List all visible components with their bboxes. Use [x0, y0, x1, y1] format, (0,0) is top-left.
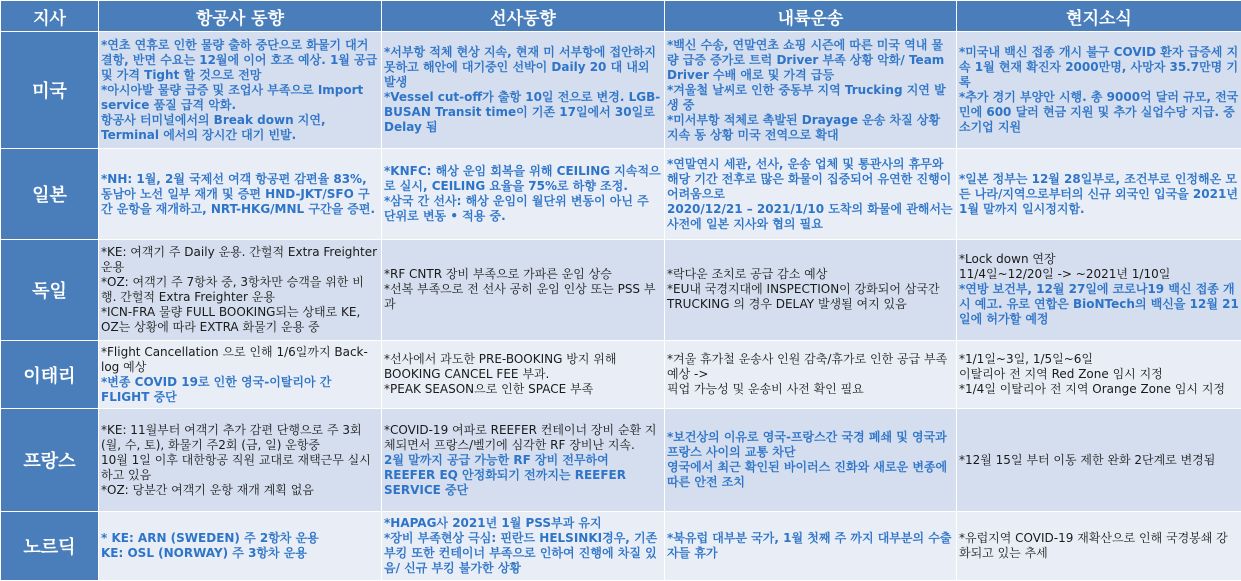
- cell-text-line: 이탈리아 전 지역 Red Zone 임시 지정: [959, 367, 1163, 382]
- cell-text-line: *추가 경기 부양안 시행. 총 9000억 달러 규모, 전국민에 600 달러 현금 지원 및 추가 실업수당 지급. 중소기업 지원: [959, 90, 1239, 135]
- cell-text-line: *OZ: 여객기 주 7항차 중, 3항차만 승객을 위한 비행. 간헐적 Extra Freighter 운용: [101, 274, 364, 304]
- cell-shipping-trends: [382, 512, 665, 581]
- cell-text-line: *미국내 백신 접종 개시 불구 COVID 환자 급증세 지속 1월 현재 확진자 2000만명, 사망자 35.7만명 기록: [959, 45, 1239, 90]
- cell-airline-trends: [99, 239, 382, 340]
- cell-text-line: *변종 COVID 19로 인한 영국-이탈리아 간 FLIGHT 중단: [101, 374, 332, 404]
- cell-text-line: *12월 15일 부터 이동 제한 완화 2단계로 변경됨: [959, 452, 1216, 467]
- cell-text-line: *연초 연휴로 인한 물량 출하 중단으로 화물기 대거 결항, 반면 수요는 12월에 이어 호조 예상. 1월 공급 및 가격 Tight 할 것으로 전망: [101, 37, 378, 82]
- header-local-news: 현지소식: [957, 1, 1241, 32]
- cell-text-line: *미서부항 적체로 촉발된 Drayage 운송 차질 상황 지속 동 상황 미국 전역으로 확대: [667, 112, 941, 142]
- cell-text-line: *일본 정부는 12월 28일부로, 조건부로 인정해온 모든 나라/지역으로부터의 신규 외국인 입국을 2021년 1월 말까지 일시정지함.: [959, 171, 1238, 216]
- cell-text-line: *백신 수송, 연말연초 쇼핑 시즌에 따른 미국 역내 물량 급증 증가로 트럭 Driver 부족 상황 악화/ Team Driver 수배 애로 및 가격 급등: [667, 37, 945, 82]
- cell-text-line: 영국에서 최근 확인된 바이러스 진화와 새로운 변종에 따른 안전 조치: [667, 460, 948, 490]
- table-row: [1, 32, 1241, 149]
- cell-local-news: [957, 409, 1241, 512]
- cell-text-line: *연말연시 세관, 선사, 운송 업체 및 통관사의 휴무와 해당 기간 전후로 많은 화물이 집중되어 유연한 진행이 어려움으로: [667, 156, 952, 201]
- cell-text-line: 픽업 가능성 및 운송비 사전 확인 필요: [667, 382, 864, 397]
- cell-text-line: *1/4일 이탈리아 전 지역 Orange Zone 임시 지정: [959, 382, 1226, 397]
- cell-text-line: *Lock down 연장: [959, 252, 1056, 267]
- header-inland-transport: 내륙운송: [665, 1, 957, 32]
- header-row: [1, 1, 1241, 32]
- table-row: [1, 340, 1241, 409]
- cell-airline-trends: [99, 409, 382, 512]
- cell-local-news: [957, 239, 1241, 340]
- table-row: [1, 149, 1241, 239]
- cell-text-line: *유럽지역 COVID-19 재확산으로 인해 국경봉쇄 강화되고 있는 추세: [959, 531, 1228, 561]
- cell-text-line: *KE: 여객기 주 Daily 운용. 간헐적 Extra Freighter 운용: [101, 244, 378, 274]
- cell-text-line: *COVID-19 여파로 REEFER 컨테이너 장비 순환 지체되면서 프랑스/벨기에 심각한 RF 장비난 지속.: [384, 422, 657, 452]
- cell-text-line: *락다운 조치로 공급 감소 예상: [667, 267, 828, 282]
- cell-text-line: *KE: 11월부터 여객기 추가 감편 단행으로 주 3회 (월, 수, 토), 화물기 주2회 (금, 일) 운항중: [101, 422, 362, 452]
- cell-text-line: *Vessel cut-off가 출항 10일 전으로 변경. LGB-BUSAN Transit time이 기존 17일에서 30일로 Delay 됨: [384, 90, 661, 135]
- cell-text-line: *선복 부족으로 전 선사 공히 운임 인상 또는 PSS 부과: [384, 282, 656, 312]
- cell-text-line: *겨울 휴가철 운송사 인원 감축/휴가로 인한 공급 부족 예상 ->: [667, 352, 948, 382]
- cell-text-line: 항공사 터미널에서의 Break down 지연, Terminal 에서의 장시간 대기 빈발.: [101, 112, 326, 142]
- cell-text-line: * KE: ARN (SWEDEN) 주 2항차 운용: [101, 531, 319, 546]
- cell-text-line: 2월 말까지 공급 가능한 RF 장비 전무하여 REEFER EQ 안정화되기 전까지는 REEFER SERVICE 중단: [384, 452, 626, 497]
- cell-shipping-trends: [382, 340, 665, 409]
- cell-airline-trends: [99, 149, 382, 239]
- cell-text-line: *ICN-FRA 물량 FULL BOOKING되는 상태로 KE, OZ는 상황에 따라 EXTRA 화물기 운용 중: [101, 304, 361, 334]
- header-airline-trends: 항공사 동향: [99, 1, 382, 32]
- cell-inland-transport: [665, 149, 957, 239]
- cell-local-news: [957, 512, 1241, 581]
- table-row: [1, 239, 1241, 340]
- branch-name: 프랑스: [1, 409, 99, 512]
- cell-text-line: *장비 부족현상 극심: 핀란드 HELSINKI경우, 기존 부킹 또한 컨테이너 부족으로 인하여 진행에 차질 있음/ 신규 부킹 불가한 상황: [384, 531, 658, 576]
- cell-inland-transport: [665, 32, 957, 149]
- cell-text-line: *HAPAG사 2021년 1월 PSS부과 유지: [384, 516, 602, 531]
- branch-name: 일본: [1, 149, 99, 239]
- cell-text-line: *삼국 간 선사: 해상 운임이 월단위 변동이 아닌 주 단위로 변동 • 적용 중.: [384, 194, 649, 224]
- cell-text-line: 11/4일~12/20일 -> ~2021년 1/10일: [959, 267, 1171, 282]
- cell-shipping-trends: [382, 32, 665, 149]
- cell-inland-transport: [665, 340, 957, 409]
- cell-shipping-trends: [382, 239, 665, 340]
- cell-airline-trends: [99, 512, 382, 581]
- cell-local-news: [957, 32, 1241, 149]
- cell-text-line: 10월 1일 이후 대한항공 직원 교대로 재택근무 실시하고 있음: [101, 452, 371, 482]
- branch-name: 미국: [1, 32, 99, 149]
- cell-text-line: *서부항 적체 현상 지속, 현재 미 서부항에 접안하지 못하고 해안에 대기중인 선박이 Daily 20 대 내외 발생: [384, 45, 656, 90]
- cell-inland-transport: [665, 409, 957, 512]
- cell-text-line: *RF CNTR 장비 부족으로 가파른 운임 상승: [384, 267, 612, 282]
- cell-text-line: *겨울철 날씨로 인한 중동부 지역 Trucking 지연 발생 중: [667, 82, 946, 112]
- cell-text-line: *연방 보건부, 12월 27일에 코로나19 백신 접종 개시 예고. 유로 연합은 BioNTech의 백신을 12월 21일에 허가할 예정: [959, 282, 1239, 327]
- cell-text-line: *NH: 1월, 2월 국제선 여객 항공편 감편율 83%, 동남아 노선 일부 재개 및 증편 HND-JKT/SFO 구간 운항을 재개하고, NRT-HKG/MNL 구간을 증편.: [101, 171, 376, 216]
- table-body: [1, 32, 1241, 581]
- cell-shipping-trends: [382, 149, 665, 239]
- cell-airline-trends: [99, 32, 382, 149]
- cell-text-line: *PEAK SEASON으로 인한 SPACE 부족: [384, 382, 594, 397]
- cell-shipping-trends: [382, 409, 665, 512]
- branch-name: 노르딕: [1, 512, 99, 581]
- cell-text-line: *보건상의 이유로 영국-프랑스간 국경 폐쇄 및 영국과 프랑스 사이의 교통 차단: [667, 430, 947, 460]
- cell-text-line: *KNFC: 해상 운임 회복을 위해 CEILING 지속적으로 실시, CEILING 요율을 75%로 하향 조정.: [384, 164, 661, 194]
- table-row: [1, 512, 1241, 581]
- cell-airline-trends: [99, 340, 382, 409]
- table-row: [1, 409, 1241, 512]
- cell-text-line: *EU내 국경지대에 INSPECTION이 강화되어 삼국간 TRUCKING 의 경우 DELAY 발생될 여지 있음: [667, 282, 940, 312]
- cell-text-line: *선사에서 과도한 PRE-BOOKING 방지 위해 BOOKING CANCEL FEE 부과.: [384, 352, 617, 382]
- cell-text-line: *북유럽 대부분 국가, 1월 첫째 주 까지 대부분의 수출자들 휴가: [667, 531, 952, 561]
- cell-text-line: 2020/12/21 – 2021/1/10 도착의 화물에 관해서는 사전에 일본 지사와 협의 필요: [667, 201, 953, 231]
- cell-inland-transport: [665, 239, 957, 340]
- branch-name: 독일: [1, 239, 99, 340]
- cell-local-news: [957, 149, 1241, 239]
- cell-text-line: *Flight Cancellation 으로 인해 1/6일까지 Back-log 예상: [101, 344, 368, 374]
- header-branch: 지사: [1, 1, 99, 32]
- cell-text-line: *1/1일~3일, 1/5일~6일: [959, 352, 1094, 367]
- cell-inland-transport: [665, 512, 957, 581]
- cell-text-line: *OZ: 당분간 여객기 운항 재개 계획 없음: [101, 482, 314, 497]
- cell-text-line: *아시아발 물량 급증 및 조업사 부족으로 Import service 품질 급격 악화.: [101, 82, 364, 112]
- branch-name: 이태리: [1, 340, 99, 409]
- header-shipping-trends: 선사동향: [382, 1, 665, 32]
- cell-text-line: KE: OSL (NORWAY) 주 3항차 운용: [101, 546, 307, 561]
- cell-local-news: [957, 340, 1241, 409]
